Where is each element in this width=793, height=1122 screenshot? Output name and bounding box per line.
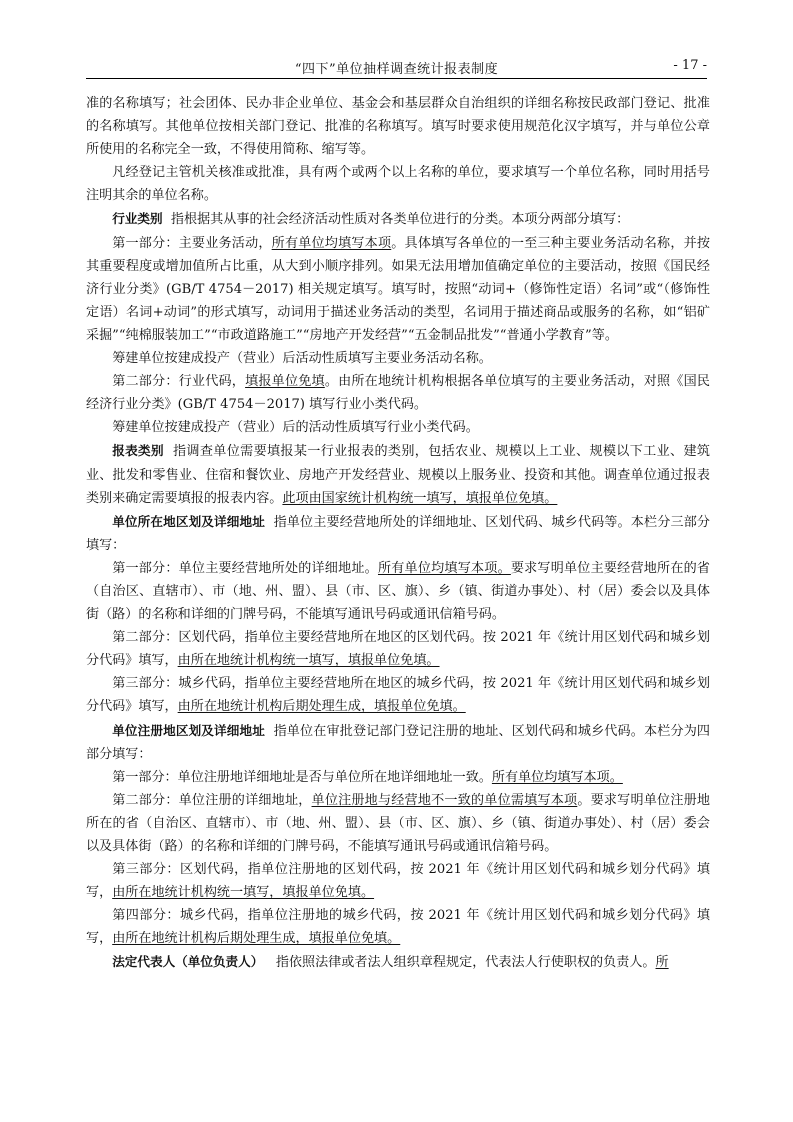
paragraph-registration-part3 — [86, 858, 710, 904]
registration-part1-text: 第一部分：单位注册地详细地址是否与单位所在地详细地址一致。 — [112, 769, 492, 785]
paragraph-location-part1 — [86, 557, 710, 626]
paragraph-name-continued: 准的名称填写；社会团体、民办非企业单位、基金会和基层群众自治组织的详细名称按民政部门登记、批准的名称填写。其他单位按相关部门登记、批准的名称填写。填写时要求使用规范化汉字填写，并与单位公章所使用的名称完全一致，不得使用简称、缩写等。 — [86, 96, 710, 158]
paragraph-location-part2 — [86, 626, 710, 672]
industry-part2-text: 第二部分：行业代码， — [112, 374, 246, 390]
registration-part2-underline: 单位注册地与经营地不一致的单位需填写本项 — [311, 792, 578, 808]
paragraph-registration-part1 — [86, 766, 710, 789]
paragraph-industry-prep1: 筹建单位按建成投产（营业）后活动性质填写主要业务活动名称。 — [112, 351, 492, 367]
location-part1-underline: 所有单位均填写本项。 — [377, 560, 511, 576]
location-part3-text: 第三部分：城乡代码，指单位主要经营地所在地区的城乡代码，按 2021 年《统计用区划代码和城乡划分代码》填写， — [86, 676, 710, 715]
paragraph-registration-intro — [86, 719, 710, 766]
term-report-type: 报表类别 — [112, 443, 164, 459]
industry-part2-rest: 。由所在地统计机构根据各单位填写的主要业务活动，对照《国民经济行业分类》(GB/T 4754－2017) 填写行业小类代码。 — [86, 374, 710, 413]
location-part3-underline: 由所在地统计机构后期处理生成，填报单位免填。 — [177, 699, 466, 715]
header-title: “四下”单位抽样调查统计报表制度 — [294, 62, 499, 77]
registration-part2-rest: 。要求写明单位注册地所在的省（自治区、直辖市）、市（地、州、盟）、县（市、区、旗）、乡（镇、街道办事处）、村（居）委会以及具体街（路）的名称和详细的门牌号码，不能填写通讯号码或通讯信箱号码。 — [86, 792, 711, 854]
term-registration: 单位注册地区划及详细地址 — [112, 722, 265, 738]
paragraph-industry-intro — [86, 207, 710, 231]
location-part1-rest: 要求写明单位主要经营地所在的省（自治区、直辖市）、市（地、州、盟）、县（市、区、旗）、乡（镇、街道办事处）、村（居）委会以及具体街（路）的名称和详细的门牌号码，不能填写通讯号码或通讯信箱号码。 — [86, 560, 710, 623]
registration-part3-underline: 由所在地统计机构统一填写，填报单位免填。 — [112, 885, 375, 901]
paragraph-legal-rep — [86, 950, 710, 974]
location-part1-text: 第一部分：单位主要经营地所处的详细地址。 — [112, 560, 378, 576]
report-type-text: 指调查单位需要填报某一行业报表的类别，包括农业、规模以上工业、规模以下工业、建筑业、批发和零售业、住宿和餐饮业、房地产开发经营业、规模以上服务业、投资和其他。调查单位通过报表类别来确定需要填报的报表内容。 — [86, 444, 711, 506]
paragraph-registration-part2 — [86, 789, 710, 858]
term-legal-rep: 法定代表人（单位负责人） — [112, 954, 264, 970]
paragraph-location-intro — [86, 510, 710, 557]
registration-part2-text: 第二部分：单位注册的详细地址， — [112, 792, 312, 808]
location-intro: 指单位主要经营地所处的详细地址、区划代码、城乡代码等。本栏分三部分填写： — [86, 514, 711, 553]
paragraph-report-type — [86, 439, 710, 509]
term-industry: 行业类别 — [112, 211, 163, 227]
page-number: - 17 - — [673, 58, 707, 73]
registration-part4-text: 第四部分：城乡代码，指单位注册地的城乡代码，按 2021 年《统计用区划代码和城乡划分代码》填写， — [86, 908, 710, 947]
paragraph-location-part3 — [86, 672, 710, 718]
industry-part1-text: 第一部分：主要业务活动， — [112, 235, 272, 251]
paragraph-industry-part2 — [86, 370, 710, 416]
legal-rep-text: 指依照法律或者法人组织章程规定，代表法人行使职权的负责人。 — [275, 955, 656, 971]
registration-part4-underline: 由所在地统计机构后期处理生成，填报单位免填。 — [112, 931, 401, 947]
industry-part2-underline: 填报单位免填 — [245, 374, 325, 390]
paragraph-industry-prep2: 筹建单位按建成投产（营业）后的活动性质填写行业小类代码。 — [112, 420, 479, 436]
paragraph-registration-part4 — [86, 904, 710, 950]
paragraph-multiple-names: 凡经登记主管机关核准或批准，具有两个或两个以上名称的单位，要求填写一个单位名称，同时用括号注明其余的单位名称。 — [86, 165, 710, 204]
report-type-underline: 此项由国家统计机构统一填写，填报单位免填。 — [282, 490, 558, 506]
running-header — [86, 56, 707, 79]
term-location: 单位所在地区划及详细地址 — [112, 513, 265, 529]
body-text — [86, 92, 710, 975]
paragraph-industry-part1 — [86, 232, 710, 347]
industry-part1-underline: 所有单位均填写本项 — [271, 235, 392, 251]
registration-part1-underline: 所有单位均填写本项。 — [491, 769, 623, 785]
legal-rep-underline: 所 — [655, 955, 669, 971]
registration-intro: 指单位在审批登记部门登记注册的地址、区划代码和城乡代码。本栏分为四部分填写： — [86, 723, 711, 762]
industry-part1-rest: 。具体填写各单位的一至三种主要业务活动名称，并按其重要程度或增加值所占比重，从大到小顺序排列。如果无法用增加值确定单位的主要活动，按照《国民经济行业分类》(GB/T 4754－2017) 相关规定填写。填写时，按照“动词+（修饰性定语）名词”或“（修饰性定语）名词+动词”的形式填写，动词用于描述业务活动的类型，名词用于描述商品或服务的名称，如“铝矿采掘”“纯棉服装加工”“市政道路施工”“房地产开发经营”“五金制品批发”“普通小学教育”等。 — [86, 235, 711, 343]
registration-part3-text: 第三部分：区划代码，指单位注册地的区划代码，按 2021 年《统计用区划代码和城乡划分代码》填写， — [86, 862, 710, 901]
industry-intro: 指根据其从事的社会经济活动性质对各类单位进行的分类。本项分两部分填写： — [170, 212, 630, 228]
location-part2-text: 第二部分：区划代码，指单位主要经营地所在地区的区划代码。按 2021 年《统计用区划代码和城乡划分代码》填写， — [86, 630, 710, 669]
location-part2-underline: 由所在地统计机构统一填写，填报单位免填。 — [177, 653, 440, 669]
